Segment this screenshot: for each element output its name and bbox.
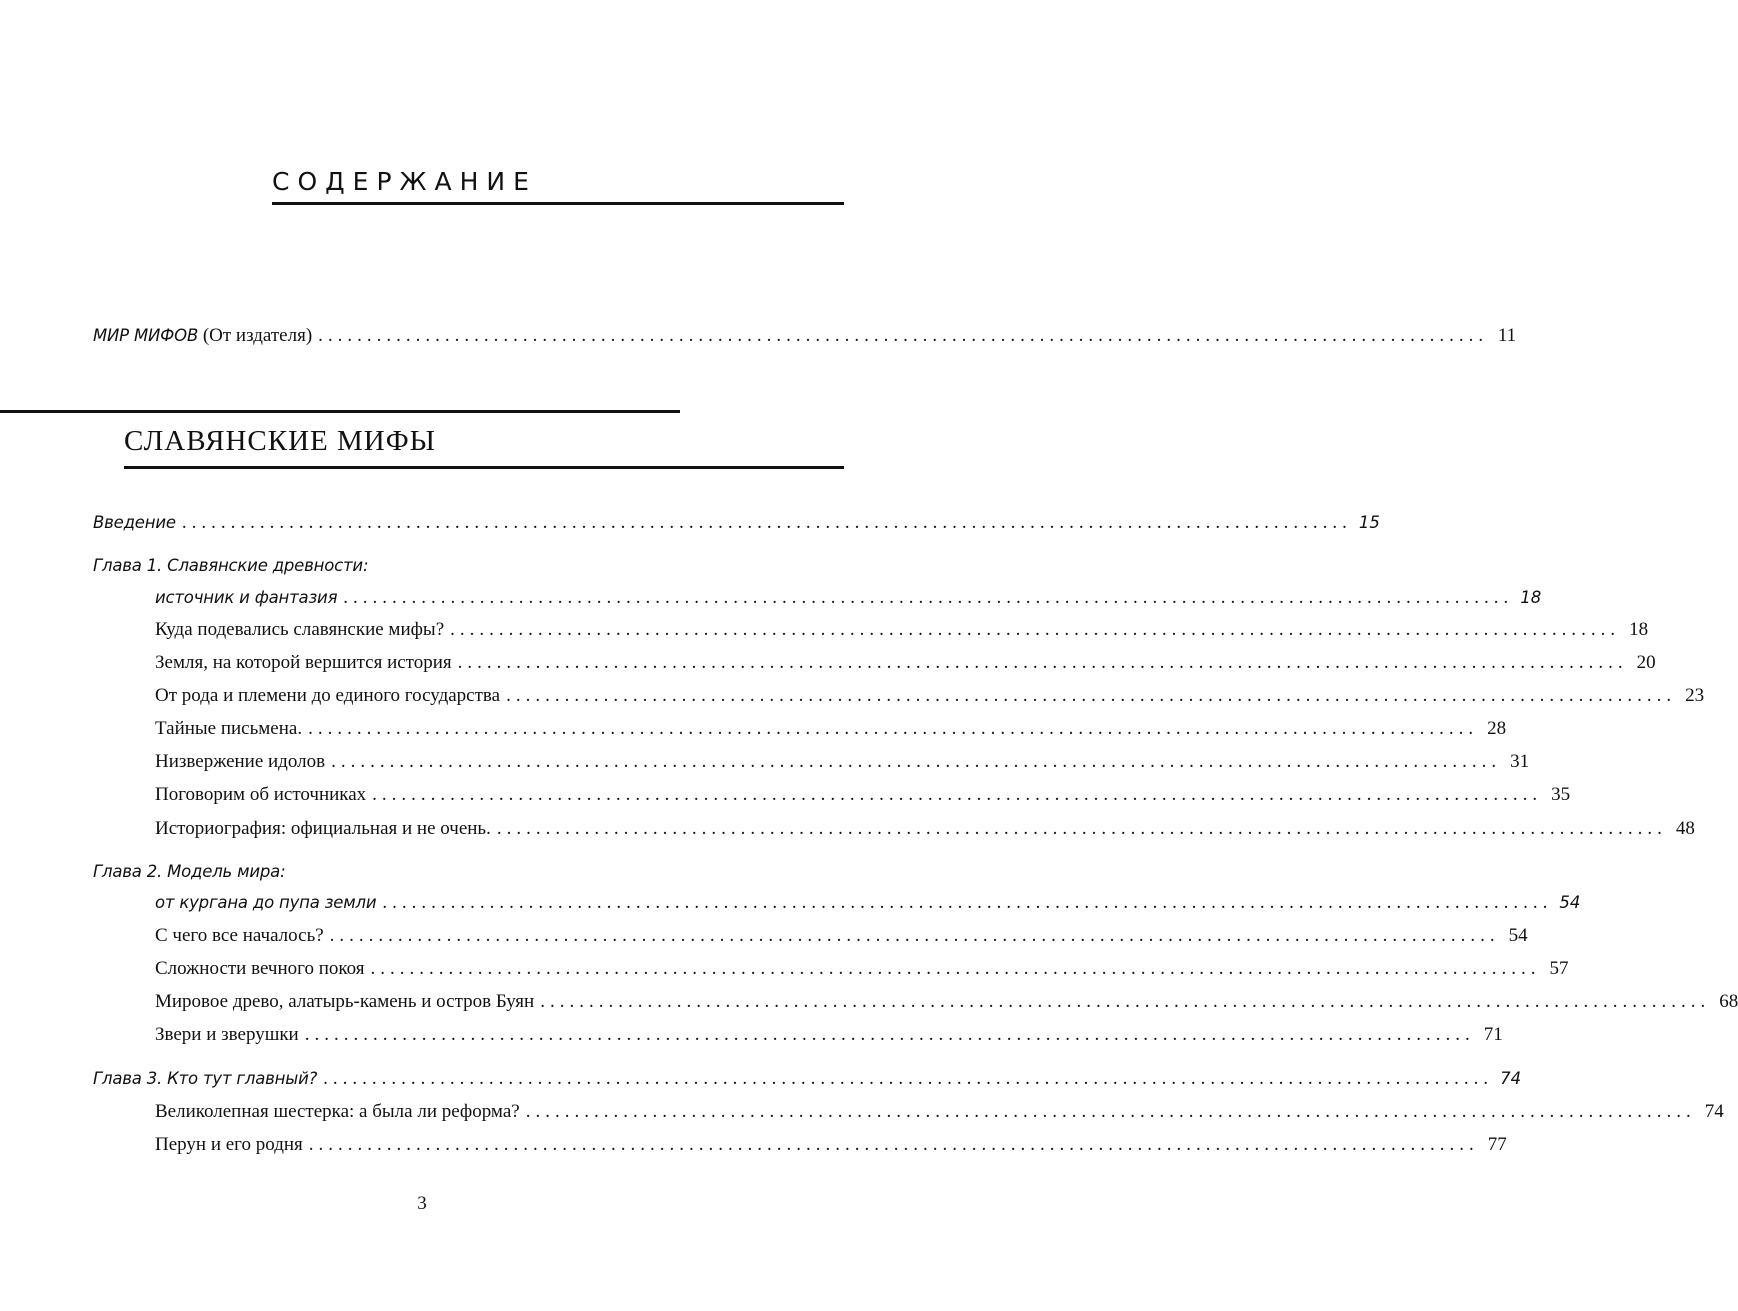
toc-entry[interactable] [155, 988, 1738, 1016]
toc-entry[interactable] [155, 1131, 1507, 1159]
toc-entry-label: источник и фантазия [155, 588, 338, 607]
toc-entry-label: Земля, на которой вершится история [155, 652, 452, 673]
toc-entry-page: 68 [1719, 991, 1738, 1012]
toc-entry[interactable] [155, 922, 1528, 950]
toc-entry[interactable] [155, 649, 1656, 677]
section-title: СЛАВЯНСКИЕ МИФЫ [124, 425, 436, 457]
toc-entry-page: 77 [1487, 1134, 1507, 1155]
toc-entry-page: 71 [1483, 1024, 1503, 1045]
leader-dots: ........................................................................................................................ [457, 652, 1628, 673]
toc-entry[interactable] [155, 616, 1649, 644]
section-rule-top [0, 410, 680, 413]
toc-entry-label: Глава 3. Кто тут главный? [93, 1069, 318, 1088]
page-number: 3 [417, 1193, 427, 1214]
toc-entry-label: Звери и зверушки [155, 1024, 299, 1045]
leader-dots: ........................................................................................................................ [496, 818, 1667, 839]
leader-dots: ........................................................................................................................ [308, 1134, 1479, 1155]
toc-entry[interactable] [155, 815, 1695, 843]
leader-dots: ........................................................................................................................ [525, 1101, 1696, 1122]
toc-entry-label: Поговорим об источниках [155, 784, 367, 805]
toc-entry-page: 54 [1559, 893, 1581, 912]
toc-entry-page: 74 [1704, 1101, 1724, 1122]
leader-dots: ........................................................................................................................ [323, 1068, 1494, 1089]
toc-entry-page: 20 [1636, 652, 1656, 673]
toc-entry-label: Перун и его родня [155, 1134, 303, 1155]
toc-entry[interactable] [155, 955, 1569, 983]
toc-entry[interactable] [155, 584, 1542, 612]
toc-entry[interactable] [93, 1065, 1522, 1093]
toc-entry[interactable] [155, 1021, 1503, 1049]
toc-entry-page: 48 [1675, 818, 1695, 839]
toc-entry-label: Сложности вечного покоя [155, 958, 365, 979]
toc-entry-label: Великолепная шестерка: а была ли реформа? [155, 1101, 520, 1122]
toc-entry-page: 18 [1629, 619, 1649, 640]
toc-entry-page: 35 [1551, 784, 1571, 805]
leader-dots: ........................................................................................................................ [329, 925, 1500, 946]
leader-dots: ........................................................................................................................ [331, 751, 1502, 772]
toc-entry-intro[interactable] [93, 322, 1517, 350]
toc-entry-page: 28 [1487, 718, 1507, 739]
leader-dots: ........................................................................................................................ [370, 958, 1541, 979]
toc-entry-page: 74 [1500, 1069, 1522, 1088]
toc-entry-intro-page: 11 [1497, 325, 1517, 346]
toc-entry-intro-suffix: (От издателя) [198, 325, 313, 346]
toc-entry-label: От рода и племени до единого государства [155, 685, 501, 706]
leader-dots: ........................................................................................................................ [382, 892, 1553, 913]
toc-entry [93, 858, 709, 886]
toc-entry-label: С чего все началось? [155, 925, 324, 946]
toc-entry-page: 15 [1358, 513, 1380, 532]
toc-entry [93, 552, 709, 580]
toc-entry[interactable] [155, 781, 1571, 809]
leader-dots: ........................................................................................................................ [540, 991, 1711, 1012]
toc-entry-page: 23 [1685, 685, 1705, 706]
toc-entry-intro-label: МИР МИФОВ [93, 326, 199, 345]
toc-entry-page: 57 [1549, 958, 1569, 979]
toc-entry[interactable] [155, 889, 1581, 917]
leader-dots: ........................................................................................................................ [318, 325, 1489, 346]
leader-dots: ........................................................................................................................ [372, 784, 1543, 805]
title-rule [272, 202, 844, 205]
toc-entry-label: Куда подевались славянские мифы? [155, 619, 445, 640]
leader-dots: ........................................................................................................................ [450, 619, 1621, 640]
toc-entry[interactable] [155, 682, 1705, 710]
toc-entry-label: Введение [93, 513, 176, 532]
toc-entry-label: Историография: официальная и не очень. [155, 818, 491, 839]
toc-entry[interactable] [93, 509, 1380, 537]
leader-dots: ........................................................................................................................ [506, 685, 1677, 706]
leader-dots: ........................................................................................................................ [304, 1024, 1475, 1045]
leader-dots: ........................................................................................................................ [181, 512, 1352, 533]
toc-entry[interactable] [155, 748, 1530, 776]
toc-entry-label: от кургана до пупа земли [155, 893, 377, 912]
toc-entry-label: Мировое древо, алатырь-камень и остров Буян [155, 991, 535, 1012]
page-title: СОДЕРЖАНИЕ [272, 167, 537, 196]
toc-entry-page: 18 [1520, 588, 1542, 607]
toc-entry-page: 54 [1508, 925, 1528, 946]
toc-entry-label: Тайные письмена. [155, 718, 303, 739]
toc-entry-label: Глава 1. Славянские древности: [93, 556, 369, 575]
leader-dots: ........................................................................................................................ [343, 587, 1514, 608]
toc-entry[interactable] [155, 1098, 1724, 1126]
toc-entry[interactable] [155, 715, 1507, 743]
leader-dots: ........................................................................................................................ [308, 718, 1479, 739]
toc-entry-label: Глава 2. Модель мира: [93, 862, 286, 881]
toc-entry-label: Низвержение идолов [155, 751, 326, 772]
section-rule-bottom [124, 466, 844, 469]
toc-entry-page: 31 [1510, 751, 1530, 772]
